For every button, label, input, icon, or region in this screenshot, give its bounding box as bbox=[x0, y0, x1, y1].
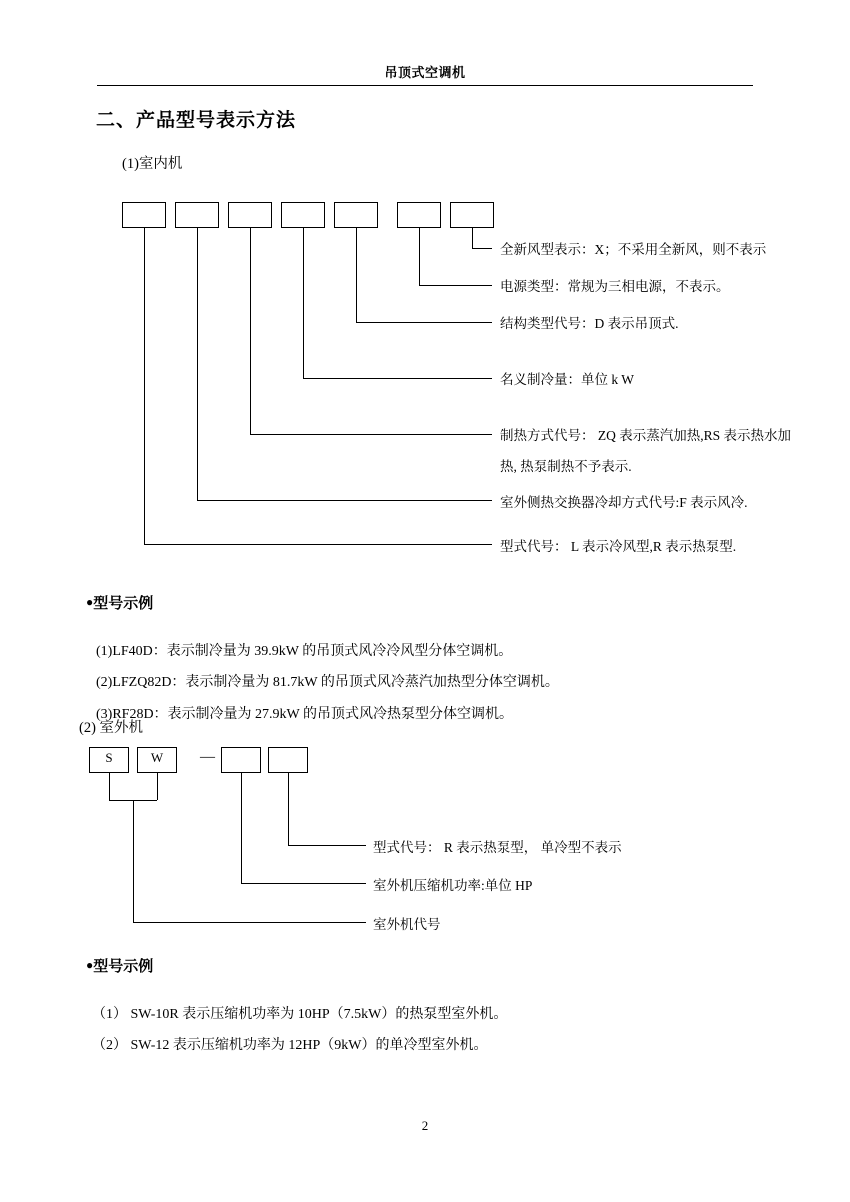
outdoor-subsection-label: (2) 室外机 bbox=[79, 720, 144, 736]
outdoor-code-box-s-text: S bbox=[105, 750, 113, 765]
outdoor-annotation-3: 室外机代号 bbox=[373, 917, 441, 932]
indoor-leader-6-horizontal bbox=[197, 500, 492, 501]
indoor-annotation-5-line2: 热, 热泵制热不予表示. bbox=[500, 459, 632, 474]
indoor-leader-7-vertical bbox=[144, 228, 145, 544]
outdoor-code-box-4 bbox=[268, 747, 308, 773]
outdoor-examples-heading bbox=[86, 955, 153, 976]
indoor-leader-7-horizontal bbox=[144, 544, 492, 545]
indoor-annotation-5-line1: 制热方式代号： ZQ 表示蒸汽加热,RS 表示热水加 bbox=[500, 428, 792, 443]
indoor-code-box-6 bbox=[397, 202, 441, 228]
outdoor-leader-2-vertical bbox=[241, 773, 242, 883]
outdoor-example-item-1: （1） SW-10R 表示压缩机功率为 10HP（7.5kW）的热泵型室外机。 bbox=[92, 1007, 508, 1022]
page-number: 2 bbox=[421, 1118, 429, 1133]
indoor-example-item-3: (3)RF28D：表示制冷量为 27.9kW 的吊顶式风冷热泵型分体空调机。 bbox=[96, 707, 514, 722]
section-title: 二、产品型号表示方法 bbox=[96, 110, 297, 131]
outdoor-code-box-w bbox=[137, 747, 177, 773]
indoor-example-item-1: (1)LF40D：表示制冷量为 39.9kW 的吊顶式风冷冷风型分体空调机。 bbox=[96, 644, 513, 659]
indoor-leader-4-horizontal bbox=[303, 378, 492, 379]
indoor-annotation-3: 结构类型代号：D 表示吊顶式. bbox=[500, 316, 679, 331]
indoor-code-box-5 bbox=[334, 202, 378, 228]
indoor-leader-3-horizontal bbox=[356, 322, 492, 323]
indoor-annotation-4: 名义制冷量：单位 k W bbox=[500, 372, 634, 387]
indoor-code-box-7 bbox=[450, 202, 494, 228]
indoor-examples-heading-text: 型号示例 bbox=[93, 596, 154, 612]
indoor-leader-4-vertical bbox=[303, 228, 304, 378]
bullet-dot-icon-2: ● bbox=[86, 958, 94, 972]
indoor-leader-1-vertical bbox=[472, 228, 473, 248]
outdoor-example-item-2: （2） SW-12 表示压缩机功率为 12HP（9kW）的单冷型室外机。 bbox=[92, 1038, 488, 1053]
outdoor-leader-3-vertical bbox=[133, 800, 134, 922]
indoor-annotation-6: 室外侧热交换器冷却方式代号:F 表示风冷. bbox=[500, 495, 748, 510]
running-head: 吊顶式空调机 bbox=[384, 65, 466, 80]
indoor-leader-5-horizontal bbox=[250, 434, 492, 435]
outdoor-leader-1-horizontal bbox=[288, 845, 366, 846]
indoor-code-box-2 bbox=[175, 202, 219, 228]
indoor-code-box-3 bbox=[228, 202, 272, 228]
indoor-leader-2-vertical bbox=[419, 228, 420, 285]
outdoor-dash: — bbox=[200, 749, 215, 765]
outdoor-leader-3-horizontal bbox=[133, 922, 366, 923]
bullet-dot-icon: ● bbox=[86, 595, 94, 609]
outdoor-code-box-s bbox=[89, 747, 129, 773]
indoor-example-item-2: (2)LFZQ82D：表示制冷量为 81.7kW 的吊顶式风冷蒸汽加热型分体空调机。 bbox=[96, 675, 559, 690]
indoor-leader-5-vertical bbox=[250, 228, 251, 434]
indoor-code-box-1 bbox=[122, 202, 166, 228]
indoor-leader-1-horizontal bbox=[472, 248, 492, 249]
indoor-leader-2-horizontal bbox=[419, 285, 492, 286]
indoor-leader-6-vertical bbox=[197, 228, 198, 500]
outdoor-annotation-2: 室外机压缩机功率:单位 HP bbox=[373, 878, 533, 893]
indoor-leader-3-vertical bbox=[356, 228, 357, 322]
outdoor-code-box-3 bbox=[221, 747, 261, 773]
outdoor-annotation-1: 型式代号： R 表示热泵型， 单冷型不表示 bbox=[373, 840, 622, 855]
indoor-annotation-1: 全新风型表示：X；不采用全新风，则不表示 bbox=[500, 242, 767, 257]
outdoor-leader-2-horizontal bbox=[241, 883, 366, 884]
indoor-subsection-label: (1)室内机 bbox=[122, 156, 183, 172]
outdoor-examples-heading-text: 型号示例 bbox=[93, 959, 154, 975]
indoor-annotation-7: 型式代号： L 表示冷风型,R 表示热泵型. bbox=[500, 539, 737, 554]
outdoor-leader-1-vertical bbox=[288, 773, 289, 845]
outdoor-bracket-left-vertical bbox=[109, 773, 110, 800]
indoor-examples-heading bbox=[86, 592, 153, 613]
header-divider bbox=[97, 85, 753, 86]
outdoor-bracket-right-vertical bbox=[157, 773, 158, 800]
outdoor-code-box-w-text: W bbox=[150, 750, 164, 765]
indoor-code-box-4 bbox=[281, 202, 325, 228]
indoor-annotation-2: 电源类型：常规为三相电源，不表示。 bbox=[500, 279, 730, 294]
